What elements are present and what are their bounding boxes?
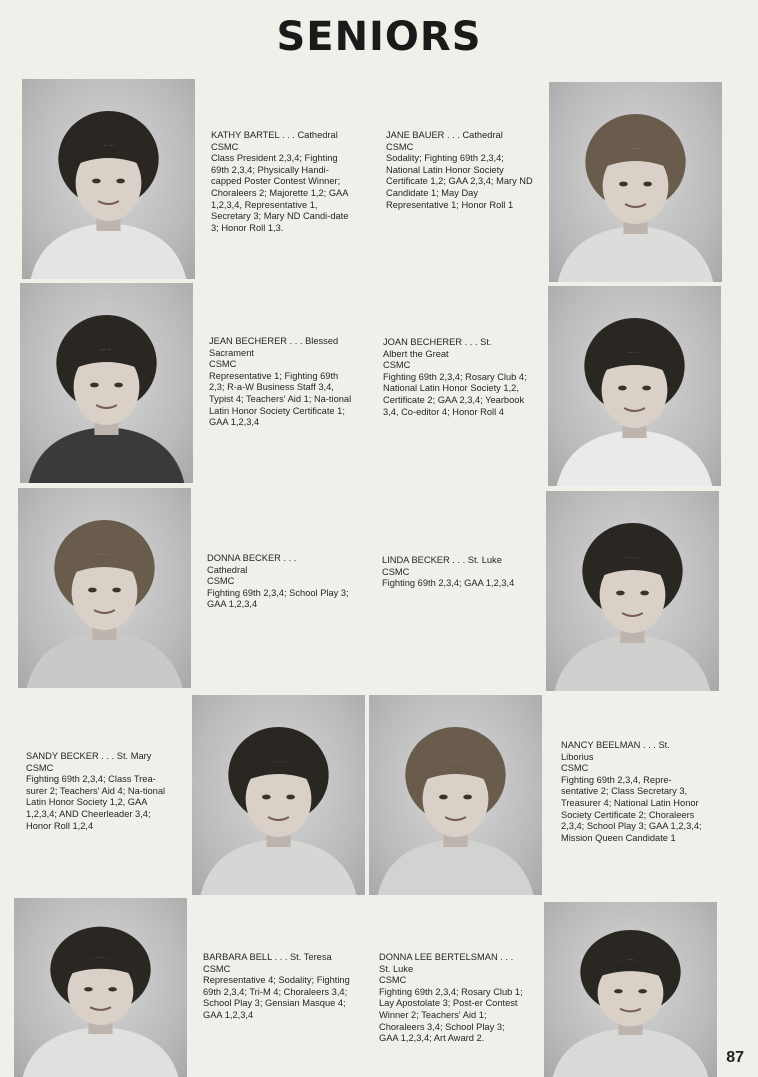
portrait-photo-joan-becherer xyxy=(548,286,721,486)
right-eye xyxy=(286,795,295,800)
shoulders xyxy=(29,427,185,483)
portrait-photo-kathy-bartel xyxy=(22,79,195,279)
shoulders xyxy=(558,226,714,282)
senior-name: DONNA BECKER . . . Cathedral xyxy=(207,553,297,575)
senior-name: SANDY BECKER . . . St. Mary xyxy=(26,751,152,761)
senior-activities: CSMC Sodality; Fighting 69th 2,3,4; National Latin Honor Society Certificate 1,2; GAA 2,3,4; Mary ND Candidate 1; May Day Representative 1; Honor Roll 1 xyxy=(386,141,533,210)
left-eye xyxy=(614,989,623,993)
portrait-photo-donna-becker xyxy=(18,488,191,688)
portrait-silhouette xyxy=(548,286,721,486)
portrait-photo-jean-becherer xyxy=(20,283,193,483)
senior-bio-donna-becker xyxy=(207,553,354,611)
shoulders xyxy=(23,1027,179,1077)
senior-bio-jean-becherer xyxy=(209,336,356,429)
senior-activities: CSMC Representative 1; Fighting 69th 2,3; R-a-W Business Staff 3,4, Typist 4; Teachers' Aid 1; Na-tional Latin Honor Society Certificate 1; GAA 1,2,3,4 xyxy=(209,359,352,428)
right-eye xyxy=(638,989,647,993)
portrait-silhouette xyxy=(549,82,722,282)
senior-bio-jane-bauer xyxy=(386,130,533,211)
shoulders xyxy=(553,1028,709,1077)
portrait-silhouette xyxy=(192,695,365,895)
senior-activities: CSMC Class President 2,3,4; Fighting 69th 2,3,4; Physically Handi-capped Poster Contest Winner; Choraleers 2; Majorette 1,2; GAA 1,2,3,4, Representative 1, Secretary 3; Mary ND Candi-date 3; Honor Roll 1,3. xyxy=(211,141,349,233)
senior-name: BARBARA BELL . . . St. Teresa xyxy=(203,952,332,962)
shoulders xyxy=(27,632,183,688)
left-eye xyxy=(616,591,625,596)
senior-bio-donna-lee-bertelsman xyxy=(379,952,526,1045)
senior-bio-nancy-beelman xyxy=(561,740,707,844)
right-eye xyxy=(116,179,125,184)
senior-activities: CSMC Fighting 69th 2,3,4; School Play 3; GAA 1,2,3,4 xyxy=(207,576,349,610)
senior-activities: CSMC Fighting 69th 2,3,4; Rosary Club 4; National Latin Honor Society 1,2, Certificate 2; GAA 2,3,4; Yearbook 3,4, Co-editor 4; Honor Roll 4 xyxy=(383,360,527,417)
senior-name: LINDA BECKER . . . St. Luke xyxy=(382,555,502,565)
shoulders xyxy=(557,430,713,486)
portrait-silhouette xyxy=(544,902,717,1077)
right-eye xyxy=(642,386,651,391)
portrait-photo-nancy-beelman xyxy=(369,695,542,895)
portrait-silhouette xyxy=(546,491,719,691)
senior-activities: CSMC Representative 4; Sodality; Fighting 69th 2,3,4; Tri-M 4; Choraleers 3,4; School Play 3; Gensian Masque 4; GAA 1,2,3,4 xyxy=(203,963,350,1020)
right-eye xyxy=(640,591,649,596)
senior-activities: CSMC Fighting 69th 2,3,4; Class Trea-surer 2; Teachers' Aid 4; Na-tional Latin Honor Society 1,2, GAA 1,2,3,4; AND Cheerleader 3,4; Honor Roll 1,2,4 xyxy=(26,762,166,831)
portrait-silhouette xyxy=(18,488,191,688)
left-eye xyxy=(90,383,99,388)
senior-bio-kathy-bartel xyxy=(211,130,356,234)
portrait-silhouette xyxy=(22,79,195,279)
portrait-silhouette xyxy=(14,898,187,1077)
senior-name: JOAN BECHERER . . . St. Albert the Great xyxy=(383,337,492,359)
portrait-silhouette xyxy=(20,283,193,483)
portrait-photo-linda-becker xyxy=(546,491,719,691)
senior-bio-joan-becherer xyxy=(383,337,530,418)
right-eye xyxy=(643,182,652,187)
portrait-photo-donna-lee-bertelsman xyxy=(544,902,717,1077)
senior-name: JEAN BECHERER . . . Blessed Sacrament xyxy=(209,336,339,358)
senior-activities: CSMC Fighting 69th 2,3,4, Repre-sentative 2; Class Secretary 3, Treasurer 4; National Latin Honor Society Certificate 2; Choraleers 2,3,4; School Play 3; GAA 1,2,3,4; Mission Queen Candidate 1 xyxy=(561,763,702,843)
left-eye xyxy=(619,182,628,187)
senior-name: NANCY BEELMAN . . . St. Liborius xyxy=(561,740,670,762)
portrait-photo-jane-bauer xyxy=(549,82,722,282)
shoulders xyxy=(378,839,534,895)
senior-bio-linda-becker xyxy=(382,555,529,590)
right-eye xyxy=(108,987,117,991)
senior-name: KATHY BARTEL . . . Cathedral xyxy=(211,130,338,140)
right-eye xyxy=(112,588,121,593)
page-title: SENIORS xyxy=(276,14,482,60)
portrait-photo-barbara-bell xyxy=(14,898,187,1077)
left-eye xyxy=(618,386,627,391)
shoulders xyxy=(31,223,187,279)
shoulders xyxy=(201,839,357,895)
senior-name: DONNA LEE BERTELSMAN . . . St. Luke xyxy=(379,952,514,974)
senior-bio-barbara-bell xyxy=(203,952,350,1022)
portrait-silhouette xyxy=(369,695,542,895)
portrait-photo-sandy-becker xyxy=(192,695,365,895)
left-eye xyxy=(92,179,101,184)
senior-bio-sandy-becker xyxy=(26,751,173,832)
page-number: 87 xyxy=(726,1049,744,1066)
left-eye xyxy=(439,795,448,800)
left-eye xyxy=(84,987,93,991)
shoulders xyxy=(555,635,711,691)
senior-activities: CSMC Fighting 69th 2,3,4; GAA 1,2,3,4 xyxy=(382,566,515,589)
left-eye xyxy=(262,795,271,800)
senior-activities: CSMC Fighting 69th 2,3,4; Rosary Club 1; Lay Apostolate 3; Post-er Contest Winner 2; Teachers' Aid 1; Choraleers 3,4; School Play 3; GAA 1,2,3,4; Art Award 2. xyxy=(379,975,523,1044)
left-eye xyxy=(88,588,97,593)
right-eye xyxy=(114,383,123,388)
right-eye xyxy=(463,795,472,800)
senior-name: JANE BAUER . . . Cathedral xyxy=(386,130,503,140)
